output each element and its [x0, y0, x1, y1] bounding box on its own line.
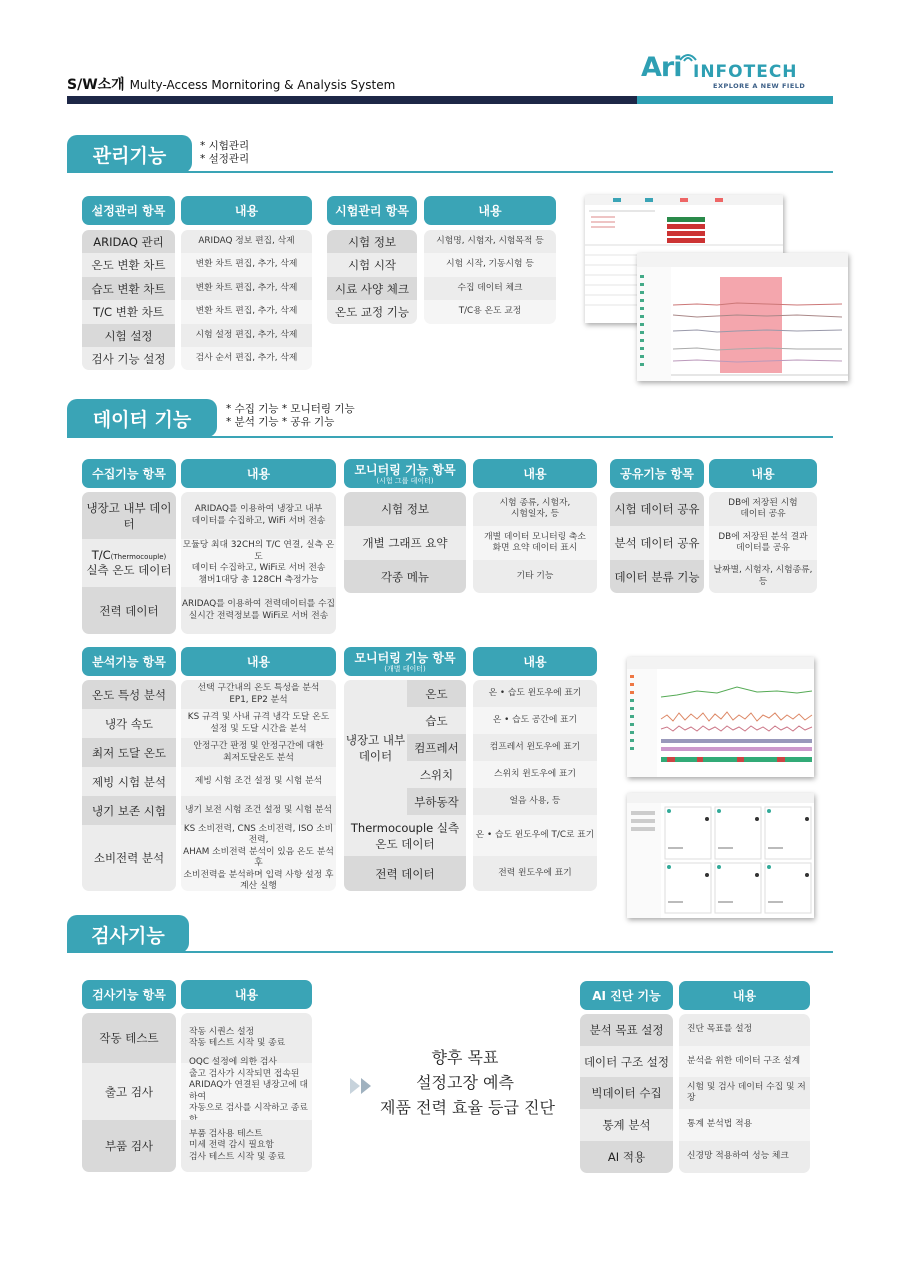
double-arrow-icon: [348, 1076, 374, 1096]
monitor-indiv-header-label: 모니터링 기능 항목: [354, 650, 456, 665]
analysis-items: [82, 680, 176, 891]
monitor-indiv-sub-item: 부하동작: [407, 788, 466, 815]
tc-label: T/C: [91, 548, 111, 562]
monitor-indiv-header-sub: (개별 데이터): [384, 664, 426, 673]
analysis-item: 제빙 시험 분석: [82, 767, 176, 796]
data-notes: [226, 403, 355, 429]
header-bar-teal: [637, 96, 833, 104]
ai-item: 통계 분석: [580, 1109, 673, 1141]
monitor-group-item: 각종 메뉴: [344, 560, 466, 593]
collect-item: 전력 데이터: [82, 587, 176, 634]
logo-ari: Ari: [641, 52, 682, 83]
inspect-item: 부품 검사: [82, 1120, 176, 1172]
ai-content: 분석을 위한 데이터 구조 설계: [679, 1046, 810, 1077]
tc-label-line2: 실측 온도 데이터: [86, 563, 172, 577]
monitor-indiv-header-item: [344, 647, 466, 676]
collect-content: ARIDAQ를 이용하여 전력데이터를 수집 실시간 전력정보를 WiFi로 서버 전송: [181, 587, 336, 634]
management-rule: [67, 171, 833, 173]
monitor-group-item: 시험 정보: [344, 492, 466, 526]
settings-header-content: 내용: [181, 196, 312, 225]
collect-content: 모듈당 최대 32CH의 T/C 연결, 실측 온도 데이터 수집하고, WiFi로 서버 전송 챔버1대당 총 128CH 측정가능: [181, 539, 336, 587]
monitor-indiv-content: 온 • 습도 공간에 표기: [473, 707, 597, 734]
note: * 분석 기능 * 공유 기능: [226, 416, 335, 428]
monitor-group-header-sub: (시험 그룹 데이터): [376, 476, 434, 485]
test-chart-screenshot: [637, 253, 848, 381]
ai-item: 데이터 구조 설정: [580, 1046, 673, 1077]
data-rule: [67, 436, 833, 438]
monitor-group-content: 시험 종류, 시험자, 시험일자, 등: [473, 492, 597, 526]
future-goal-line: 향후 목표: [431, 1048, 499, 1067]
monitor-indiv-contents: [473, 680, 597, 891]
ai-content: 통계 분석법 적용: [679, 1109, 810, 1141]
monitor-indiv-content: 스위치 윈도우에 표기: [473, 761, 597, 788]
inspect-item: 작동 테스트: [82, 1013, 176, 1063]
settings-content: 시험 설정 편집, 추가, 삭제: [181, 324, 312, 347]
monitor-group-items: [344, 492, 466, 593]
monitor-indiv-content: 온 • 습도 윈도우에 T/C로 표기: [473, 815, 597, 856]
ai-item: AI 적용: [580, 1141, 673, 1173]
tests-content: 시험 시작, 기동시험 등: [424, 253, 556, 277]
tests-content: T/C용 온도 교정: [424, 300, 556, 324]
settings-item: 시험 설정: [82, 324, 175, 347]
share-item: 분석 데이터 공유: [610, 526, 704, 560]
collect-content: ARIDAQ를 이용하여 냉장고 내부 데이터를 수집하고, WiFi 서버 전송: [181, 492, 336, 539]
collect-item-tc: [82, 539, 176, 587]
monitor-indiv-header-content: 내용: [473, 647, 597, 676]
inspect-items: [82, 1013, 176, 1172]
monitor-indiv-sub-item: 온도: [407, 680, 466, 707]
share-content: DB에 저장된 시험 데이터 공유: [709, 492, 817, 526]
share-item: 데이터 분류 기능: [610, 560, 704, 593]
monitor-indiv-sub-item: 습도: [407, 707, 466, 734]
tests-item: 시험 시작: [327, 253, 417, 277]
inspect-header-item: 검사기능 항목: [82, 980, 176, 1009]
analysis-content: KS 소비전력, CNS 소비전력, ISO 소비전력, AHAM 소비전력 분석이 있음 온도 분석 후 소비전력을 분석하며 입력 사항 설정 후 계산 실행: [181, 825, 336, 891]
note: * 수집 기능 * 모니터링 기능: [226, 403, 355, 415]
collect-items: [82, 492, 176, 634]
ai-content: 시험 및 검사 데이터 수집 및 저장: [679, 1077, 810, 1109]
ai-item: 빅데이터 수집: [580, 1077, 673, 1109]
tests-item: 온도 교정 기능: [327, 300, 417, 324]
ai-header-content: 내용: [679, 981, 810, 1010]
future-goal-line: 제품 전력 효율 등급 진단: [380, 1098, 555, 1117]
analysis-content: 냉기 보전 시험 조건 설정 및 시험 분석: [181, 796, 336, 825]
settings-content: 검사 순서 편집, 추가, 삭제: [181, 347, 312, 370]
management-notes: [200, 140, 249, 166]
ai-item: 분석 목표 설정: [580, 1014, 673, 1046]
analysis-item: 냉각 속도: [82, 709, 176, 738]
tests-item: 시료 사양 체크: [327, 277, 417, 300]
note: * 설정관리: [200, 153, 250, 165]
share-items: [610, 492, 704, 593]
monitor-indiv-item: 전력 데이터: [344, 856, 466, 891]
monitor-indiv-item: Thermocouple 실측 온도 데이터: [344, 815, 466, 856]
settings-header-item: 설정관리 항목: [82, 196, 175, 225]
ai-content: 신경망 적용하여 성능 체크: [679, 1141, 810, 1173]
monitor-indiv-content: 컴프레서 윈도우에 표기: [473, 734, 597, 761]
tests-content: 수집 데이터 체크: [424, 277, 556, 300]
monitor-chart-screenshot: [627, 657, 814, 777]
ai-contents: [679, 1014, 810, 1173]
settings-content: 변환 차트 편집, 추가, 삭제: [181, 300, 312, 324]
inspection-rule: [67, 951, 833, 953]
future-goal-line: 설정고장 예측: [416, 1073, 514, 1092]
ai-content: 진단 목표를 설정: [679, 1014, 810, 1046]
settings-content: ARIDAQ 정보 편집, 삭제: [181, 230, 312, 253]
page-title-main: S/W소개: [67, 77, 125, 93]
company-logo: [641, 52, 831, 94]
inspect-contents: [181, 1013, 312, 1172]
logo-infotech: INFOTECH: [693, 62, 798, 82]
tc-small-label: (Thermocouple): [110, 553, 167, 561]
monitor-group-content: 기타 기능: [473, 560, 597, 593]
share-header-content: 내용: [709, 459, 817, 488]
analysis-item: 최저 도달 온도: [82, 738, 176, 767]
share-content: DB에 저장된 분석 결과 데이터를 공유: [709, 526, 817, 560]
share-contents: [709, 492, 817, 593]
analysis-item: 온도 특성 분석: [82, 680, 176, 709]
monitor-indiv-content: 전력 윈도우에 표기: [473, 856, 597, 891]
inspect-content: 부품 검사용 테스트 미세 전력 감시 필요함 검사 테스트 시작 및 종료: [181, 1120, 312, 1172]
analysis-content: 제빙 시험 조건 설정 및 시험 분석: [181, 767, 336, 796]
inspect-header-content: 내용: [181, 980, 312, 1009]
tests-header-content: 내용: [424, 196, 556, 225]
settings-items: [82, 230, 175, 370]
data-banner: 데이터 기능: [67, 399, 217, 437]
settings-content: 변환 차트 편집, 추가, 삭제: [181, 253, 312, 277]
inspect-content: 출고 검사가 시작되면 접속된 ARIDAQ가 연결된 냉장고에 대하여 자동으로 검사를 시작하고 종료: [181, 1063, 312, 1120]
settings-contents: [181, 230, 312, 370]
collect-item: 냉장고 내부 데이터: [82, 492, 176, 539]
logo-tagline: EXPLORE A NEW FIELD: [713, 82, 806, 90]
monitor-group-header-label: 모니터링 기능 항목: [354, 462, 456, 477]
analysis-header-content: 내용: [181, 647, 336, 676]
tests-header-item: 시험관리 항목: [327, 196, 417, 225]
settings-item: T/C 변환 차트: [82, 300, 175, 324]
note: * 시험관리: [200, 140, 250, 152]
monitor-group-header-content: 내용: [473, 459, 597, 488]
settings-item: 온도 변환 차트: [82, 253, 175, 277]
ai-items: [580, 1014, 673, 1173]
share-content: 날짜별, 시험자, 시험종류, 등: [709, 560, 817, 593]
analysis-header-item: 분석기능 항목: [82, 647, 176, 676]
settings-item: 검사 기능 설정: [82, 347, 175, 370]
management-banner: 관리기능: [67, 135, 192, 173]
future-goal: [380, 1045, 555, 1120]
analysis-item: 냉기 보존 시험: [82, 796, 176, 825]
tests-items: [327, 230, 417, 324]
collect-header-item: 수집기능 항목: [82, 459, 176, 488]
settings-item: 습도 변환 차트: [82, 277, 175, 300]
monitor-group-header-item: [344, 459, 466, 488]
header-bar-dark: [67, 96, 637, 104]
inspection-banner: 검사기능: [67, 915, 189, 953]
monitor-group-item: 개별 그래프 요약: [344, 526, 466, 560]
dashboard-screenshot: [627, 793, 814, 918]
analysis-content: 안정구간 판정 및 안정구간에 대한 최저도달온도 분석: [181, 738, 336, 767]
analysis-item: 소비전력 분석: [82, 825, 176, 891]
monitor-indiv-sub-item: 컴프레서: [407, 734, 466, 761]
monitor-indiv-items: [344, 680, 466, 891]
settings-item: ARIDAQ 관리: [82, 230, 175, 253]
page-subtitle: Multy-Access Mornitoring & Analysis System: [129, 78, 396, 92]
monitor-group-content: 개별 데이터 모니터링 축소 화면 요약 데이터 표시: [473, 526, 597, 560]
tests-content: 시험명, 시험자, 시험목적 등: [424, 230, 556, 253]
share-header-item: 공유기능 항목: [610, 459, 704, 488]
fridge-internal-group: 냉장고 내부 데이터: [344, 680, 407, 815]
tests-contents: [424, 230, 556, 324]
monitor-indiv-content: 온 • 습도 윈도우에 표기: [473, 680, 597, 707]
collect-header-content: 내용: [181, 459, 336, 488]
analysis-content: 선택 구간내의 온도 특성을 분석 EP1, EP2 분석: [181, 680, 336, 709]
share-item: 시험 데이터 공유: [610, 492, 704, 526]
inspect-content: 작동 시퀀스 설정 작동 테스트 시작 및 종료: [181, 1013, 312, 1063]
collect-contents: [181, 492, 336, 634]
settings-content: 변환 차트 편집, 추가, 삭제: [181, 277, 312, 300]
monitor-group-contents: [473, 492, 597, 593]
monitor-indiv-content: 얼음 사용, 등: [473, 788, 597, 815]
analysis-content: KS 규격 및 사내 규격 냉각 도달 온도 설정 및 도달 시간을 분석: [181, 709, 336, 738]
analysis-contents: [181, 680, 336, 891]
monitor-indiv-sub-item: 스위치: [407, 761, 466, 788]
tests-item: 시험 정보: [327, 230, 417, 253]
ai-header-item: AI 진단 기능: [580, 981, 673, 1010]
inspect-item: 출고 검사: [82, 1063, 176, 1120]
page-title: [67, 74, 395, 94]
